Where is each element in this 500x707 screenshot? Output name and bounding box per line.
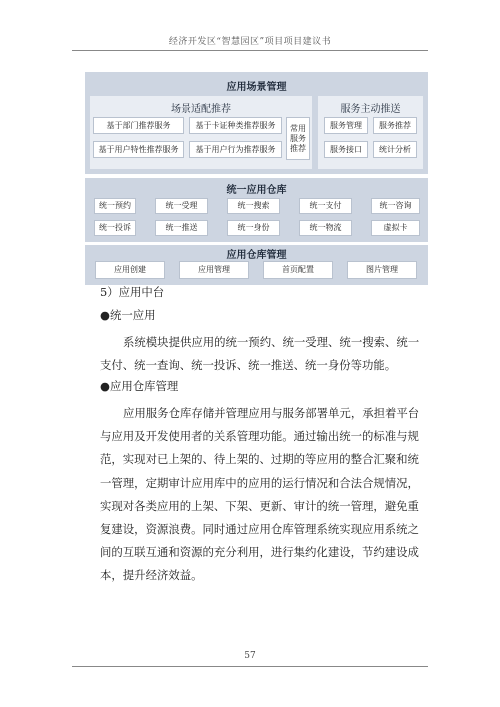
- app-manage-box: 应用管理: [179, 261, 249, 279]
- card-type-recommend-box: 基于卡证种类推荐服务: [189, 117, 282, 134]
- service-mgmt-box: 服务管理: [324, 117, 368, 134]
- unified-booking-box: 统一预约: [94, 198, 136, 214]
- page-header: 经济开发区“智慧园区”项目项目建议书: [168, 37, 332, 47]
- app-create-box: 应用创建: [95, 261, 165, 279]
- paragraph-repo-mgmt-text: 应用服务仓库存储并管理应用与服务部署单元，承担着平台与应用及开发使用者的关系管理功能。通过输出统一的标准与规范，实现对已上架的、待上架的、过期的等应用的整合汇聚和统一管理，定期审计应用库中的应用的运行情况和合法合规情况，实现对各类应用的上架、下架、更新、审计的统一管理，避免重复建设，资源浪费。同时通过应用仓库管理系统实现应用系统之间的互联互通和资源的充分利用，进行集约化建设，节约建设成本，提升经济效益。: [100, 406, 420, 583]
- adaptive-recommend-title: 场景适配推荐: [171, 104, 231, 115]
- paragraph-repo-mgmt: [100, 402, 428, 588]
- user-trait-recommend-box: 基于用户特性推荐服务: [93, 141, 184, 158]
- common-line-3: 推荐: [290, 143, 306, 153]
- repository-management-panel: [85, 245, 428, 285]
- service-recommend-box: 服务推荐: [373, 117, 417, 134]
- bullet-repo-mgmt: ●应用仓库管理: [100, 379, 179, 393]
- page-number: 57: [244, 651, 256, 661]
- unified-repository-title: 统一应用仓库: [226, 185, 287, 196]
- section-title: 5）应用中台: [100, 285, 165, 299]
- bullet-unified-app: ●统一应用: [100, 308, 156, 322]
- unified-consult-box: 统一咨询: [371, 198, 420, 214]
- service-interface-box: 服务接口: [324, 141, 368, 158]
- scene-management-title: 应用场景管理: [226, 82, 287, 93]
- common-line-1: 常用: [290, 123, 306, 133]
- active-push-title: 服务主动推送: [340, 104, 401, 115]
- common-line-2: 服务: [290, 133, 306, 143]
- header-divider: [72, 50, 428, 51]
- unified-push-box: 统一推送: [155, 220, 208, 236]
- statistics-box: 统计分析: [373, 141, 417, 158]
- active-push-panel: [318, 96, 423, 169]
- dept-recommend-box: 基于部门推荐服务: [93, 117, 184, 134]
- common-service-recommend-box: [286, 117, 310, 160]
- paragraph-unified-app-text: 系统模块提供应用的统一预约、统一受理、统一搜索、统一支付、统一查询、统一投诉、统一推送、统一身份等功能。: [100, 335, 420, 373]
- footer-divider: [72, 666, 428, 667]
- unified-repository-panel: [85, 178, 428, 242]
- unified-complaint-box: 统一投诉: [94, 220, 136, 236]
- scene-management-panel: [85, 72, 428, 174]
- unified-acceptance-box: 统一受理: [155, 198, 208, 214]
- image-manage-box: 图片管理: [347, 261, 417, 279]
- unified-search-box: 统一搜索: [227, 198, 280, 214]
- unified-payment-box: 统一支付: [299, 198, 352, 214]
- unified-logistics-box: 统一物流: [299, 220, 352, 236]
- architecture-diagram: [85, 72, 428, 285]
- user-behavior-recommend-box: 基于用户行为推荐服务: [189, 141, 282, 158]
- virtual-card-box: 虚拟卡: [371, 220, 420, 236]
- paragraph-unified-app: [100, 331, 428, 377]
- unified-identity-box: 统一身份: [227, 220, 280, 236]
- homepage-config-box: 首页配置: [263, 261, 333, 279]
- repository-management-title: 应用仓库管理: [226, 250, 287, 261]
- adaptive-recommend-panel: [90, 96, 312, 169]
